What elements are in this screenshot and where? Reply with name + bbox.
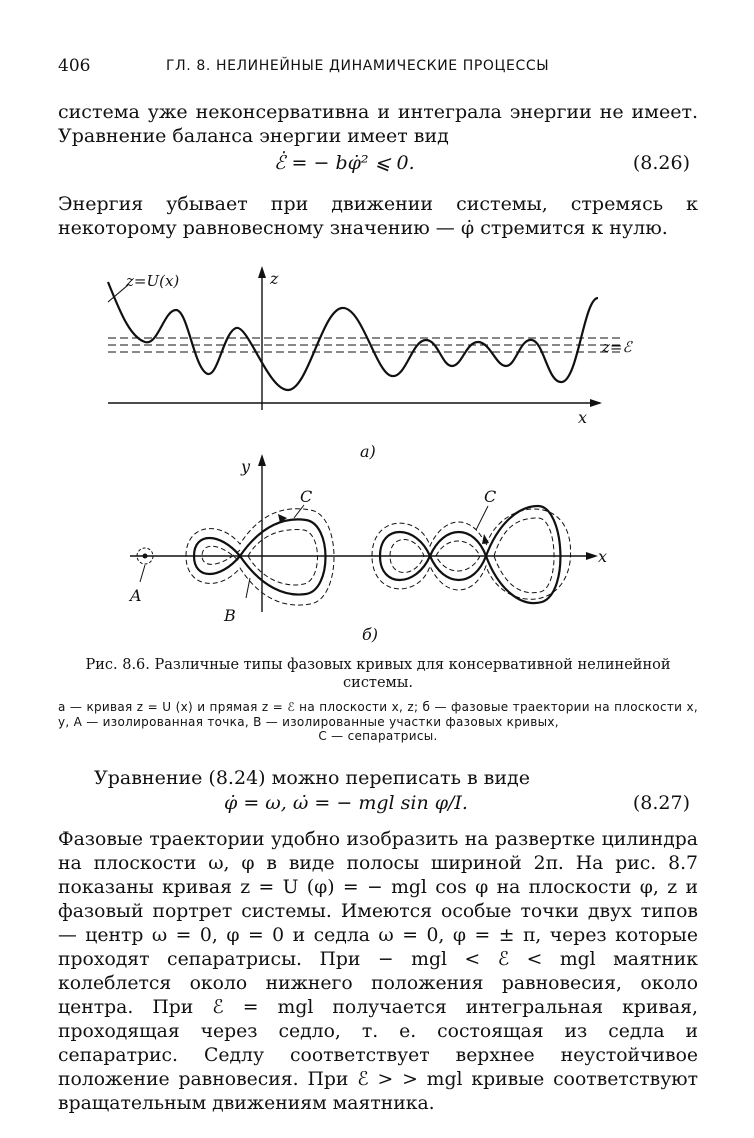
- sep-right-label: C: [484, 487, 497, 506]
- point-a-leader: [140, 565, 145, 582]
- sep-left-label: C: [300, 487, 313, 506]
- outer-orbit-right: [372, 509, 571, 599]
- equation-number: (8.26): [632, 152, 690, 174]
- equation-expression: ℰ̇ = − bφ̇² ⩽ 0.: [274, 152, 415, 174]
- caption-body-text: а — кривая z = U (x) и прямая z = ℰ на плоскости x, z; б — фазовые траектории на плоскости x, y, A — изолированная точка, B — изолированные участки фазовых кривых,: [58, 700, 698, 729]
- page-number: 406: [58, 56, 91, 76]
- paragraph-3: Уравнение (8.24) можно переписать в виде: [94, 767, 530, 789]
- curve-label: z=U(x): [126, 272, 180, 290]
- equation-expression: φ̇ = ω, ω̇ = − mgl sin φ/I.: [224, 792, 468, 814]
- panel-a: [108, 266, 633, 461]
- paragraph-2: Энергия убывает при движении системы, стремясь к некоторому равновесному значению — φ̇ стремится к нулю.: [58, 193, 698, 239]
- z-axis-label: z: [270, 269, 279, 288]
- running-header: [58, 56, 698, 80]
- x-axis-label-a: x: [578, 408, 588, 427]
- potential-curve: [108, 282, 598, 390]
- figure-caption-title: Рис. 8.6. Различные типы фазовых кривых для консервативной нелинейной системы.: [85, 657, 671, 691]
- running-title: ГЛ. 8. НЕЛИНЕЙНЫЕ ДИНАМИЧЕСКИЕ ПРОЦЕССЫ: [166, 58, 550, 74]
- sep-right-leader: [476, 506, 488, 530]
- region-b-label: B: [224, 606, 236, 625]
- x-arrow-a: [590, 399, 602, 407]
- separatrix-right: [380, 506, 560, 603]
- x-axis-label-b: x: [598, 547, 608, 566]
- sep-left-leader: [294, 505, 304, 518]
- paragraph-1: система уже неконсервативна и интеграла энергии не имеет. Уравнение баланса энергии имеет вид: [58, 101, 698, 147]
- z-arrow-a: [258, 266, 266, 278]
- point-a: [143, 554, 148, 559]
- panel-b-label: б): [362, 625, 379, 644]
- y-arrow-b: [258, 454, 266, 466]
- caption-body-last: C — сепаратрисы.: [318, 729, 438, 743]
- flow-arrow-right: [482, 534, 489, 544]
- panel-a-label: a): [360, 442, 376, 461]
- figure-8-6: [90, 262, 680, 647]
- equation-number: (8.27): [632, 792, 690, 814]
- equation-8-27: [58, 792, 698, 818]
- region-b-leader: [246, 578, 250, 598]
- equation-8-26: [58, 152, 698, 178]
- energy-line-label: z=ℰ: [602, 338, 632, 356]
- paragraph-4: Фазовые траектории удобно изобразить на развертке цилиндра на плоскости ω, φ в виде полосы шириной 2π. На рис. 8.7 показаны кривая z = U (φ) = − mgl cos φ на плоскости φ, z и фазовый портрет системы. Имеются особые точки двух типов — центр ω = 0, φ = 0 и седла ω = 0, φ = ± π, через которые проходят сепаратрисы. При − mgl < ℰ < mgl маятник колеблется около нижнего положения равновесия, около центра. При ℰ = mgl получается интегральная кривая, проходящая через седло, т. е. состоящая из седла и сепаратрис. Седлу соответствует верхнее неустойчивое положение равновесия. При ℰ > > mgl кривые соответствуют вращательным движениям маятника.: [58, 829, 698, 1114]
- x-arrow-b: [586, 552, 598, 560]
- panel-b: [128, 454, 607, 644]
- figure-caption-body: [58, 700, 698, 744]
- y-axis-label: y: [241, 457, 251, 476]
- point-a-label: A: [130, 586, 142, 605]
